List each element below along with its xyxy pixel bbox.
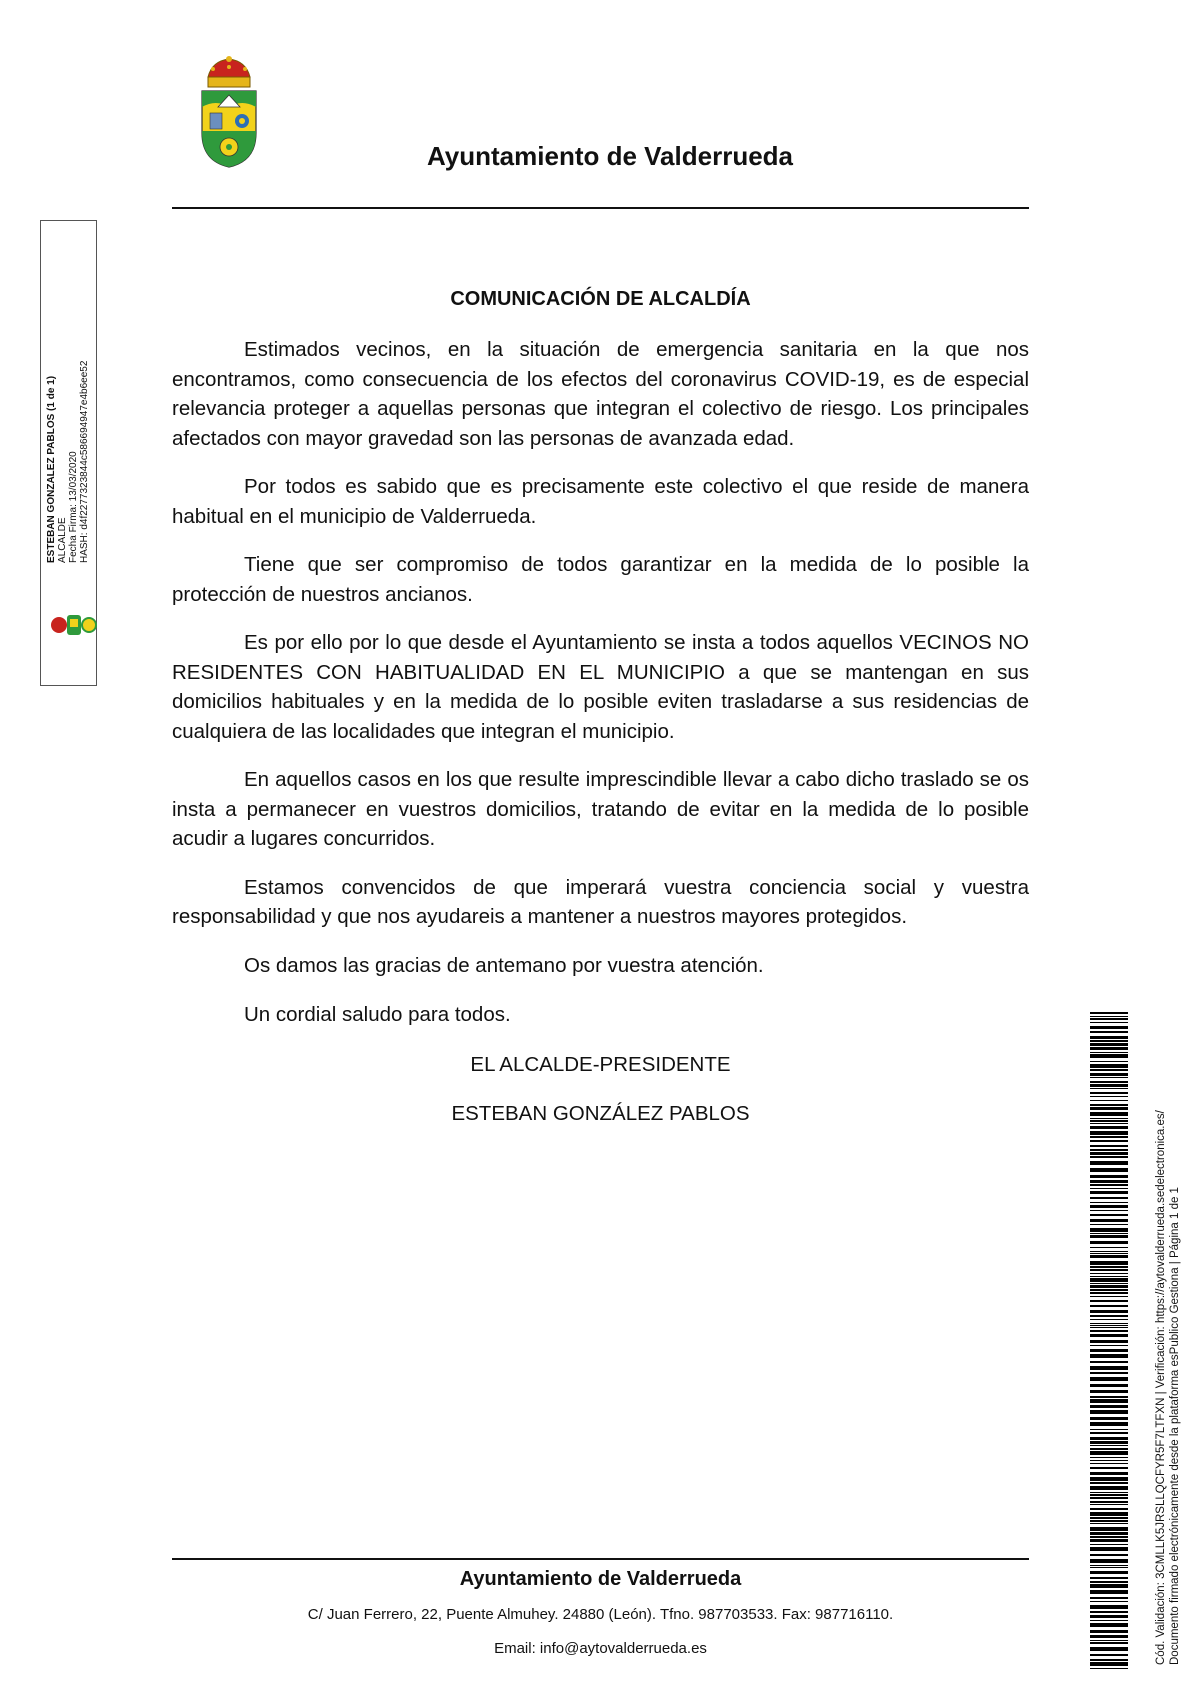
footer-address: C/ Juan Ferrero, 22, Puente Almuhey. 24880 (León). Tfno. 987703533. Fax: 987716110. — [307, 1606, 894, 1623]
barcode-bar — [1090, 1334, 1128, 1337]
barcode-bar — [1090, 1437, 1128, 1440]
barcode-bar — [1090, 1559, 1128, 1563]
signature-hash: HASH: d4f2277323844c586694947e4b6ee52 — [79, 360, 90, 563]
barcode-bar — [1090, 1210, 1128, 1211]
barcode-bar — [1090, 1305, 1128, 1307]
barcode-bar — [1090, 1467, 1128, 1469]
barcode-bar — [1090, 1224, 1128, 1225]
barcode-bar — [1090, 1184, 1128, 1186]
validation-platform-line: Documento firmado electrónicamente desde la plataforma esPublico Gestiona | Página 1 de 1 — [1169, 1187, 1181, 1665]
barcode-bar — [1090, 1668, 1128, 1669]
signature-stamp-text — [46, 313, 91, 563]
barcode-bar — [1090, 1601, 1128, 1602]
barcode-bar — [1090, 1104, 1128, 1106]
barcode-bar — [1090, 1140, 1128, 1142]
paragraph: Es por ello por lo que desde el Ayuntamiento se insta a todos aquellos VECINOS NO RESIDENTES CON HABITUALIDAD EN EL MUNICIPIO a que se mantengan en sus domicilios habituales y en la medida de lo posible eviten trasladarse a sus residencias de cualquiera de las localidades que integran el municipio. — [172, 631, 1029, 743]
signer-title: EL ALCALDE-PRESIDENTE — [470, 1052, 731, 1076]
barcode-bar — [1090, 1377, 1128, 1381]
barcode-bar — [1090, 1022, 1128, 1023]
footer-title: Ayuntamiento de Valderrueda — [459, 1568, 742, 1590]
barcode-bar — [1090, 1261, 1128, 1265]
barcode-bar — [1090, 1584, 1128, 1588]
barcode-bar — [1090, 1581, 1128, 1583]
barcode-bar — [1090, 1096, 1128, 1097]
barcode-bar — [1090, 1554, 1128, 1556]
barcode-bar — [1090, 1532, 1128, 1535]
barcode-bar — [1090, 1276, 1128, 1277]
barcode-bar — [1090, 1330, 1128, 1332]
barcode-bar — [1090, 1523, 1128, 1524]
barcode-bar — [1090, 1315, 1128, 1317]
barcode-bar — [1090, 1354, 1128, 1358]
barcode-bar — [1090, 1168, 1128, 1172]
barcode-bar — [1090, 1642, 1128, 1644]
barcode-bar — [1090, 1191, 1128, 1194]
barcode-bar — [1090, 1405, 1128, 1408]
barcode-bar — [1090, 1384, 1128, 1387]
barcode-bar — [1090, 1520, 1128, 1522]
barcode-bar — [1090, 1310, 1128, 1313]
barcode-bar — [1090, 1126, 1128, 1129]
barcode-bar — [1090, 1361, 1128, 1363]
barcode-bar — [1090, 1214, 1128, 1216]
barcode-bar — [1090, 1123, 1128, 1124]
document-body — [172, 335, 1029, 1149]
barcode-bar — [1090, 1345, 1128, 1346]
signature-role: ALCALDE — [57, 517, 68, 563]
barcode-bar — [1090, 1565, 1128, 1566]
barcode-bar — [1090, 1567, 1128, 1568]
barcode-bar — [1090, 1081, 1128, 1083]
barcode-bar — [1090, 1623, 1128, 1627]
barcode-bar — [1090, 1084, 1128, 1087]
barcode-bar — [1090, 1175, 1128, 1178]
barcode-bar — [1090, 1197, 1128, 1199]
greeting-line: Un cordial saludo para todos. — [244, 1003, 511, 1026]
barcode-bar — [1090, 1077, 1128, 1078]
barcode-bar — [1090, 1073, 1128, 1076]
barcode-bar — [1090, 1630, 1128, 1633]
barcode-bar — [1090, 1429, 1128, 1430]
barcode-bar — [1090, 1422, 1128, 1426]
signer-name: ESTEBAN GONZÁLEZ PABLOS — [451, 1102, 750, 1125]
header-title: Ayuntamiento de Valderrueda — [426, 141, 794, 171]
barcode-bar — [1090, 1527, 1128, 1531]
barcode-bar — [1090, 1577, 1128, 1579]
barcode-bar — [1090, 1349, 1128, 1352]
barcode-bar — [1090, 1536, 1128, 1538]
barcode-bar — [1090, 1152, 1128, 1155]
barcode-bar — [1090, 1296, 1128, 1297]
barcode-bar — [1090, 1161, 1128, 1165]
barcode-bar — [1090, 1253, 1128, 1254]
barcode-bar — [1090, 1457, 1128, 1458]
barcode-bar — [1090, 1399, 1128, 1403]
signature-name: ESTEBAN GONZALEZ PABLOS (1 de 1) — [46, 375, 57, 563]
validation-code-line: Cód. Validación: 3CMLLK5JRSLLQCFYR5F7LTFXN | Verificación: https://aytovalderrueda.sedelectronica.es/ — [1155, 1110, 1167, 1665]
barcode-bar — [1090, 1662, 1128, 1666]
barcode-bar — [1090, 1031, 1128, 1033]
signature-date: Fecha Firma: 13/03/2020 — [68, 451, 79, 563]
footer-divider — [172, 1558, 1029, 1560]
barcode-bar — [1090, 1069, 1128, 1071]
barcode-bar — [1090, 1647, 1128, 1651]
barcode-bar — [1090, 1205, 1128, 1208]
barcode-bar — [1090, 1640, 1128, 1641]
barcode-bar — [1090, 1136, 1128, 1138]
barcode-bar — [1090, 1156, 1128, 1158]
barcode-bar — [1090, 1590, 1128, 1594]
validation-barcode — [1090, 1012, 1128, 1670]
paragraph: Estamos convencidos de que imperará vuestra conciencia social y vuestra responsabilidad y que nos ayudareis a mantener a nuestros mayores protegidos. — [172, 875, 1029, 928]
barcode-bar — [1090, 1605, 1128, 1609]
barcode-bar — [1090, 1410, 1128, 1414]
barcode-bar — [1090, 1064, 1128, 1068]
barcode-bar — [1090, 1482, 1128, 1484]
barcode-bar — [1090, 1235, 1128, 1238]
barcode-bar — [1090, 1620, 1128, 1621]
barcode-bar — [1090, 1635, 1128, 1638]
barcode-bar — [1090, 1188, 1128, 1189]
barcode-bar — [1090, 1047, 1128, 1050]
barcode-bar — [1090, 1340, 1128, 1343]
barcode-bar — [1090, 1131, 1128, 1135]
barcode-bar — [1090, 1054, 1128, 1058]
barcode-bar — [1090, 1251, 1128, 1252]
barcode-bar — [1090, 1107, 1128, 1110]
barcode-bar — [1090, 1180, 1128, 1183]
barcode-bar — [1090, 1327, 1128, 1328]
coat-of-arms-logo — [196, 55, 262, 171]
barcode-bar — [1090, 1112, 1128, 1116]
thanks-line: Os damos las gracias de antemano por vuestra atención. — [244, 953, 764, 977]
barcode-bar — [1090, 1289, 1128, 1291]
barcode-bar — [1090, 1615, 1128, 1618]
barcode-bar — [1090, 1654, 1128, 1656]
barcode-bar — [1090, 1228, 1128, 1232]
barcode-bar — [1090, 1120, 1128, 1122]
barcode-bar — [1090, 1390, 1128, 1393]
barcode-bar — [1090, 1325, 1128, 1326]
barcode-bar — [1090, 1092, 1128, 1094]
barcode-bar — [1090, 1149, 1128, 1151]
barcode-bar — [1090, 1539, 1128, 1542]
validation-text — [1154, 1015, 1182, 1665]
barcode-bar — [1090, 1061, 1128, 1062]
barcode-bar — [1090, 1319, 1128, 1320]
barcode-bar — [1090, 1445, 1128, 1446]
barcode-bar — [1090, 1040, 1128, 1042]
barcode-bar — [1090, 1372, 1128, 1374]
barcode-bar — [1090, 1241, 1128, 1244]
barcode-bar — [1090, 1323, 1128, 1324]
barcode-bar — [1090, 1396, 1128, 1398]
barcode-bar — [1090, 1417, 1128, 1420]
barcode-bar — [1090, 1448, 1128, 1450]
barcode-bar — [1090, 1477, 1128, 1481]
barcode-bar — [1090, 1088, 1128, 1089]
barcode-bar — [1090, 1219, 1128, 1222]
barcode-bar — [1090, 1292, 1128, 1294]
barcode-bar — [1090, 1283, 1128, 1284]
barcode-bar — [1090, 1145, 1128, 1147]
barcode-bar — [1090, 1611, 1128, 1613]
barcode-bar — [1090, 1118, 1128, 1119]
barcode-bar — [1090, 1508, 1128, 1510]
barcode-bar — [1090, 1486, 1128, 1490]
barcode-bar — [1090, 1300, 1128, 1302]
barcode-bar — [1090, 1460, 1128, 1461]
barcode-bar — [1090, 1036, 1128, 1039]
barcode-bar — [1090, 1016, 1128, 1017]
barcode-bar — [1090, 1269, 1128, 1271]
barcode-bar — [1090, 1255, 1128, 1258]
paragraph: Por todos es sabido que es precisamente este colectivo el que reside de manera habitual en el municipio de Valderrueda. — [172, 475, 1029, 528]
barcode-bar — [1090, 1597, 1128, 1599]
barcode-bar — [1090, 1273, 1128, 1274]
header-divider — [172, 207, 1029, 209]
barcode-bar — [1090, 1043, 1128, 1046]
barcode-bar — [1090, 1463, 1128, 1464]
barcode-bar — [1090, 1544, 1128, 1545]
barcode-bar — [1090, 1512, 1128, 1516]
footer-email: Email: info@aytovalderrueda.es — [494, 1640, 707, 1657]
barcode-bar — [1090, 1494, 1128, 1496]
barcode-bar — [1090, 1278, 1128, 1282]
barcode-bar — [1090, 1247, 1128, 1248]
barcode-bar — [1090, 1517, 1128, 1519]
barcode-bar — [1090, 1202, 1128, 1203]
barcode-bar — [1090, 1451, 1128, 1455]
barcode-bar — [1090, 1441, 1128, 1444]
barcode-bar — [1090, 1492, 1128, 1493]
paragraph: Tiene que ser compromiso de todos garantizar en la medida de lo posible la protección de nuestros ancianos. — [172, 553, 1029, 606]
barcode-bar — [1090, 1501, 1128, 1503]
barcode-bar — [1090, 1026, 1128, 1029]
barcode-bar — [1090, 1266, 1128, 1268]
barcode-bar — [1090, 1472, 1128, 1475]
signature-crest-icon — [49, 610, 97, 640]
barcode-bar — [1090, 1547, 1128, 1551]
document-heading: COMUNICACIÓN DE ALCALDÍA — [450, 288, 751, 310]
barcode-bar — [1090, 1432, 1128, 1434]
barcode-bar — [1090, 1100, 1128, 1101]
paragraph: Estimados vecinos, en la situación de emergencia sanitaria en la que nos encontramos, como consecuencia de los efectos del coronavirus COVID-19, es de especial relevancia proteger a aquellas personas que integran el colectivo de riesgo. Los principales afectados con mayor gravedad son las personas de avanzada edad. — [172, 338, 1029, 450]
barcode-bar — [1090, 1659, 1128, 1661]
barcode-bar — [1090, 1052, 1128, 1053]
paragraph: En aquellos casos en los que resulte imprescindible llevar a cabo dicho traslado se os insta a permanecer en vuestros domicilios, tratando de evitar en la medida de lo posible acudir a lugares concurridos. — [172, 768, 1029, 850]
barcode-bar — [1090, 1504, 1128, 1505]
barcode-bar — [1090, 1285, 1128, 1288]
barcode-bar — [1090, 1018, 1128, 1020]
barcode-bar — [1090, 1497, 1128, 1499]
barcode-bar — [1090, 1233, 1128, 1234]
barcode-bar — [1090, 1012, 1128, 1014]
barcode-bar — [1090, 1571, 1128, 1574]
barcode-bar — [1090, 1366, 1128, 1370]
